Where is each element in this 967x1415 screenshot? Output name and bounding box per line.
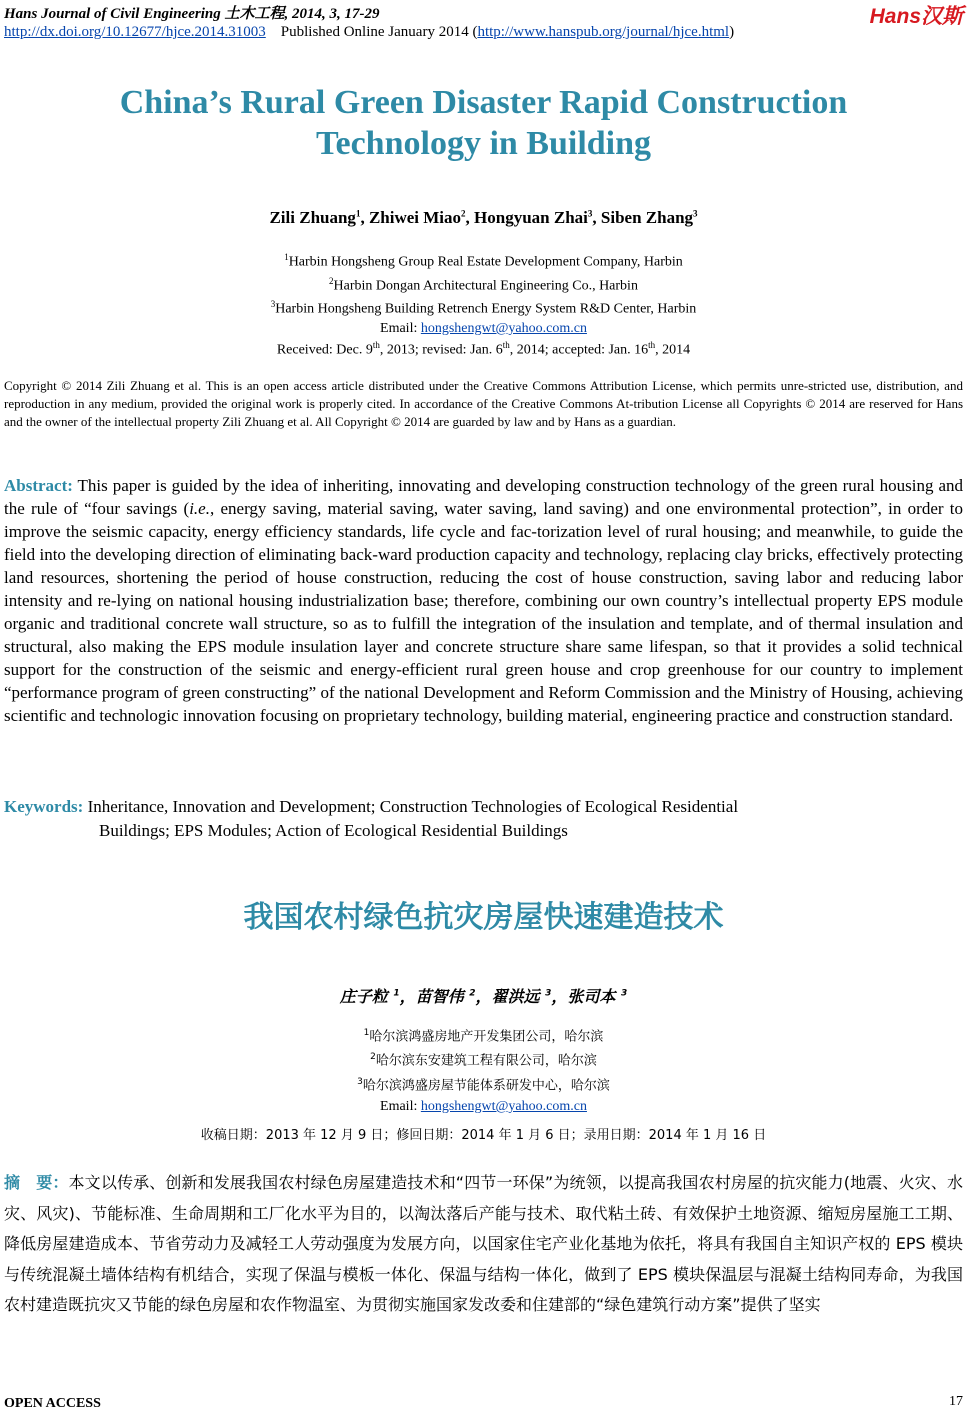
page-number: 17 xyxy=(949,1394,963,1409)
author-en: Zili Zhuang$^1$, xyxy=(269,208,369,227)
received-dates-zh: 收稿日期：2013 年 12 月 9 日；修回日期：2014 年 1 月 6 日；录用日期：2014 年 1 月 16 日 xyxy=(200,1128,767,1143)
journal-link[interactable]: http://www.hanspub.org/journal/hjce.html xyxy=(477,24,730,40)
author-en: Zhiwei Miao$^2$, xyxy=(368,208,475,227)
title-en-line1: China’s Rural Green Disaster Rapid Construction xyxy=(119,84,848,121)
authors-zh xyxy=(0,984,967,1007)
affiliation-zh: $^1$哈尔滨鸿盛房地产开发集团公司，哈尔滨 xyxy=(363,1028,604,1045)
copyright-notice: Copyright © 2014 Zili Zhuang et al. This is an open access article distributed under the Creative Commons Attribution License, which permits unre-stricted use, distribution, and reproduction in any medium, provided the original work is properly cited. In accordance of the Creative Commons At-tribution License all Copyrights © 2014 are reserved for Hans and the owner of the intellectual property Zili Zhuang et al. All Copyright © 2014 are guarded by law and by Hans as a guardian. xyxy=(4,378,963,429)
authors-en xyxy=(0,208,967,228)
email-line-zh: Email: hongshengwt@yahoo.com.cn xyxy=(380,1098,587,1114)
received-dates-en: Received: Dec. 9th, 2013; revised: Jan. 6th, 2014; accepted: Jan. 16th, 2014 xyxy=(276,340,691,358)
affiliation-zh: $^3$哈尔滨鸿盛房屋节能体系研发中心，哈尔滨 xyxy=(357,1076,610,1093)
author-zh: 庄子粒 $^1$， xyxy=(339,987,416,1006)
email-link-zh[interactable]: hongshengwt@yahoo.com.cn xyxy=(420,1098,587,1114)
affiliation-en: $^1$Harbin Hongsheng Group Real Estate Development Company, Harbin xyxy=(284,252,683,270)
email-line-en: Email: hongshengwt@yahoo.com.cn xyxy=(380,320,587,336)
journal-header: Hans Journal of Civil Engineering 土木工程, 2014, 3, 17-29 xyxy=(4,6,380,22)
publication-line xyxy=(4,24,734,41)
paper-title-en xyxy=(0,82,967,164)
abstract-zh-label: 摘 要： xyxy=(4,1173,69,1192)
affiliation-en: $^2$Harbin Dongan Architectural Engineering Co., Harbin xyxy=(329,275,638,294)
abstract-label: Abstract: xyxy=(4,476,73,495)
published-text: Published Online January 2014 ( xyxy=(280,24,478,40)
author-zh: 苗智伟 $^2$， xyxy=(415,987,492,1006)
email-link[interactable]: hongshengwt@yahoo.com.cn xyxy=(420,320,587,336)
hans-logo: Hans汉斯 xyxy=(869,5,963,28)
abstract-en: Abstract: This paper is guided by the idea of inheriting, innovating and developing construction technology of the green rural housing and the rule of “four savings (i.e., energy saving, material saving, water saving, land saving) and one environmental protection”, in order to improve the seismic capacity, energy efficiency standards, life cycle and fac-torization level of rural housing; and meanwhile, to guide the field into the developing direction of eliminating back-ward production capacity and technology, replacing clay bricks, effectively protecting land resources, shortening the period of house construction, reducing the cost of house construction, saving labor and reducing labor intensity and re-lying on national housing industrialization base; therefore, combining our own country’s intellectual property EPS module organic and traditional concrete wall structure, so as to fulfill the integration of the insulation and template, and of thermal insulation and structural, also making the EPS module insulation layer and concrete structure share same lifespan, so that it provides a solid technical support for the construction of the seismic and energy-efficient rural green house and crop greenhouse for our country to implement “performance program of green constructing” of the national Development and Reform Commission and the Ministry of Housing, achieving scientific and technologic innovation focusing on proprietary technology, building material, engineering practice and construction standard. xyxy=(4,476,964,725)
author-zh: 翟洪远 $^3$， xyxy=(491,987,568,1006)
author-en: Siben Zhang$^3$ xyxy=(600,208,698,227)
keywords-label: Keywords: xyxy=(4,797,84,816)
affiliations-en xyxy=(0,248,967,338)
author-zh: 张司本 $^3$ xyxy=(567,987,628,1006)
affiliation-en: $^3$Harbin Hongsheng Building Retrench Energy System R&D Center, Harbin xyxy=(270,299,697,317)
doi-link[interactable]: http://dx.doi.org/10.12677/hjce.2014.31003 xyxy=(4,24,266,40)
affiliation-zh: $^2$哈尔滨东安建筑工程有限公司，哈尔滨 xyxy=(370,1052,597,1069)
published-closing: ) xyxy=(729,24,735,40)
abstract-zh: 摘 要：本文以传承、创新和发展我国农村绿色房屋建造技术和“四节一环保”为统领，以提高我国农村房屋的抗灾能力(地震、火灾、水灾、风灾)、节能标准、生命周期和工厂化水平为目的，以淘汰落后产能与技术、取代粘土砖、有效保护土地资源、缩短房屋施工工期、降低房屋建造成本、节省劳动力及减轻工人劳动强度为发展方向，以国家住宅产业化基地为依托，将具有我国自主知识产权的 EPS 模块与传统混凝土墙体结构有机结合，实现了保温与模板一体化、保温与结构一体化，做到了 EPS 模块保温层与混凝土结构同寿命，为我国农村建造既抗灾又节能的绿色房屋和农作物温室、为贯彻实施国家发改委和住建部的“绿色建筑行动方案”提供了坚实 xyxy=(4,1173,963,1314)
open-access-label: OPEN ACCESS xyxy=(4,1396,101,1411)
title-en-line2: Technology in Building xyxy=(315,125,652,162)
affiliations-zh xyxy=(0,1023,967,1117)
author-en: Hongyuan Zhai$^3$, xyxy=(474,208,601,227)
keywords-en: Keywords: Inheritance, Innovation and Development; Construction Technologies of Ecological Residential Buildings; EPS Modules; Action of Ecological Residential Buildings xyxy=(4,797,739,840)
paper-title-zh: 我国农村绿色抗灾房屋快速建造技术 xyxy=(243,900,724,935)
